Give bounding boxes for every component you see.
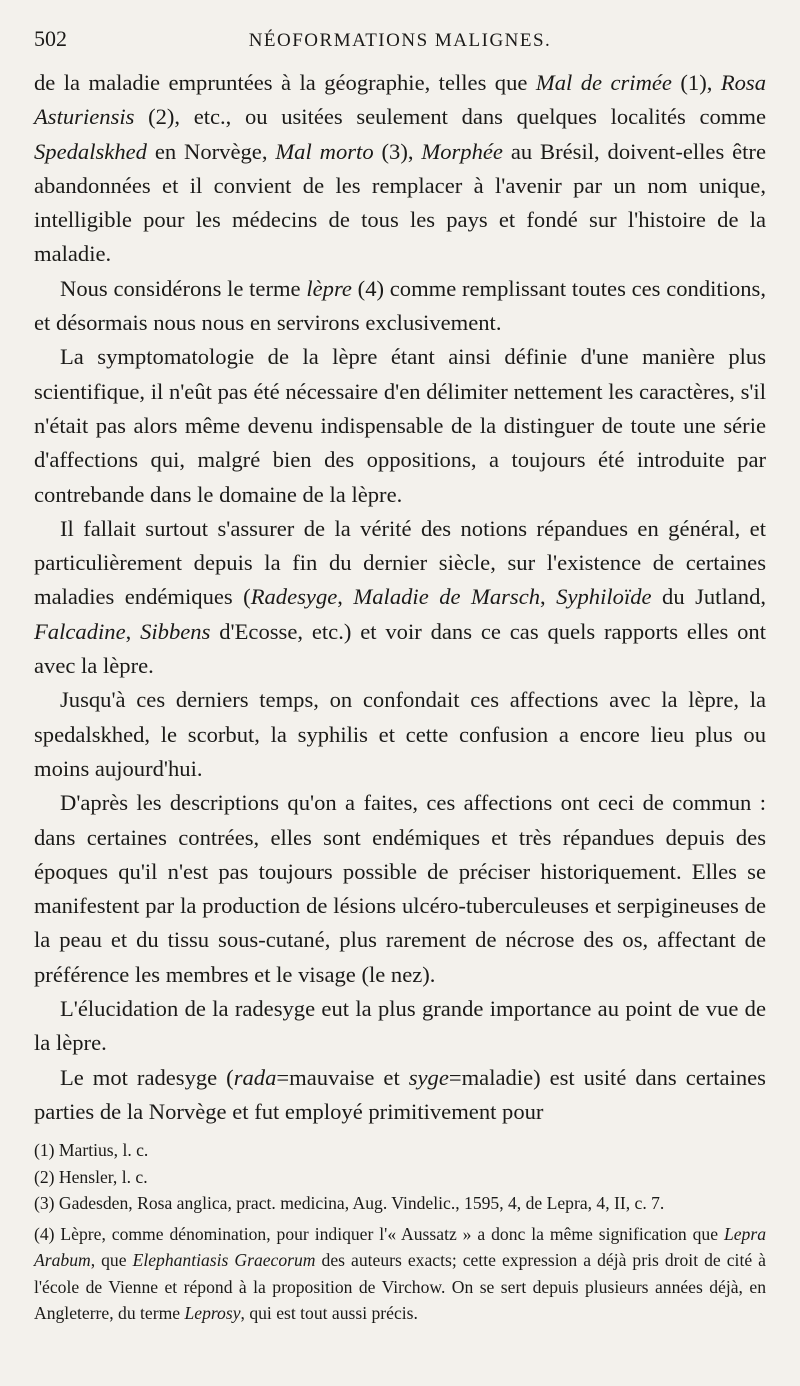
paragraph <box>34 512 766 683</box>
text-run: , qui est tout aussi précis. <box>240 1303 418 1324</box>
italic-text-run: Lepra Arabum <box>34 1223 766 1271</box>
italic-text-run: Syphiloïde <box>556 584 652 610</box>
italic-text-run: Rosa Asturiensis <box>34 70 766 130</box>
paragraph <box>34 786 766 992</box>
italic-text-run: Mal de crimée <box>535 70 672 95</box>
paragraph <box>34 66 766 272</box>
italic-text-run: syge <box>408 1064 449 1090</box>
text-run: (1), <box>671 70 721 95</box>
page-header <box>34 26 766 66</box>
italic-text-run: rada <box>233 1064 277 1090</box>
text-run: (3), <box>373 138 422 164</box>
footnotes <box>34 1137 766 1327</box>
text-run: Nous considérons le terme <box>60 275 307 301</box>
running-title: NÉOFORMATIONS MALIGNES. <box>248 30 552 51</box>
paragraph <box>34 340 766 511</box>
text-run: Jusqu'à ces derniers temps, on confondait ces affections avec la lèpre, la spedalskhed, le scorbut, la syphilis et cette confusion a encore lieu plus ou moins aujourd'hui. <box>34 687 766 781</box>
footnote <box>34 1190 766 1217</box>
text-run: , <box>337 584 354 610</box>
italic-text-run: Mal morto <box>275 138 374 164</box>
italic-text-run: Elephantiasis Graecorum <box>132 1250 316 1271</box>
footnote <box>34 1221 766 1327</box>
text-run: au Brésil, doivent-elles être abandonnées et il convient de les remplacer à l'avenir par un nom unique, intelligible pour les médecins de tous les pays et fondé sur l'histoire de la maladie. <box>34 138 766 267</box>
text-run: d'Ecosse, etc.) et voir dans ce cas quels rapports elles ont avec la lèpre. <box>34 618 767 679</box>
text-run: Le mot radesyge ( <box>60 1064 234 1090</box>
italic-text-run: Maladie de Marsch <box>353 584 541 610</box>
italic-text-run: Falcadine <box>34 618 126 644</box>
text-run: (4) Lèpre, comme dénomination, pour indiquer l'« Aussatz » a donc la même signification que <box>34 1223 724 1244</box>
text-run: =maladie) est usité dans certaines parties de la Norvège et fut employé primitivement pour <box>34 1064 766 1124</box>
italic-text-run: Morphée <box>421 138 503 164</box>
italic-text-run: Radesyge <box>250 584 338 610</box>
text-run: des auteurs exacts; cette expression a déjà pris droit de cité à l'école de Vienne et répond à la proposition de Virchow. On se sert depuis plusieurs années déjà, en Angleterre, du terme <box>34 1250 766 1324</box>
text-run: , <box>125 618 141 644</box>
italic-text-run: Leprosy <box>184 1303 241 1324</box>
text-run: (4) comme remplissant toutes ces conditions, et désormais nous nous en servirons exclusivement. <box>34 275 766 336</box>
page-number: 502 <box>34 26 67 51</box>
paragraph <box>34 272 766 341</box>
text-run: =mauvaise et <box>276 1064 409 1090</box>
text-run: en Norvège, <box>146 138 276 164</box>
text-run: La symptomatologie de la lèpre étant ainsi définie d'une manière plus scientifique, il n'eût pas été nécessaire d'en délimiter nettement les caractères, s'il n'était pas alors même devenu indispensable de la distinguer de toute une série d'affections qui, malgré bien des oppositions, a toujours été introduite par contrebande dans le domaine de la lèpre. <box>34 344 766 507</box>
text-run: (2) Hensler, l. c. <box>34 1166 148 1187</box>
text-run: de la maladie empruntées à la géographie, telles que <box>34 70 536 95</box>
text-run: , <box>540 584 557 610</box>
main-text <box>34 66 766 1129</box>
paragraph <box>34 992 766 1061</box>
text-run: D'après les descriptions qu'on a faites, ces affections ont ceci de commun : dans certaines contrées, elles sont endémiques et très répandues depuis des époques qu'il n'est pas toujours possible de préciser historiquement. Elles se manifestent par la production de lésions ulcéro-tuberculeuses et serpigineuses de la peau et du tissu sous-cutané, plus rarement de nécrose des os, affectant de préférence les membres et le visage (le nez). <box>34 790 766 987</box>
footnote <box>34 1137 766 1164</box>
paragraph <box>34 1061 766 1130</box>
text-run: L'élucidation de la radesyge eut la plus grande importance au point de vue de la lèpre. <box>34 996 766 1056</box>
footnote <box>34 1164 766 1191</box>
italic-text-run: lèpre <box>306 275 352 301</box>
italic-text-run: Sibbens <box>140 618 211 644</box>
text-run: (1) Martius, l. c. <box>34 1140 149 1161</box>
paragraph <box>34 683 766 786</box>
text-run: Il fallait surtout s'assurer de la vérité des notions répandues en général, et particulièrement depuis la fin du dernier siècle, sur l'existence de certaines maladies endémiques ( <box>34 515 766 610</box>
text-run: (2), etc., ou usitées seulement dans quelques localités comme <box>134 104 766 130</box>
text-run: (3) Gadesden, Rosa anglica, pract. medicina, Aug. Vindelic., 1595, 4, de Lepra, 4, II, c. 7. <box>34 1193 665 1214</box>
text-run: , que <box>90 1250 133 1271</box>
text-run: du Jutland, <box>651 584 767 610</box>
italic-text-run: Spedalskhed <box>34 138 147 164</box>
